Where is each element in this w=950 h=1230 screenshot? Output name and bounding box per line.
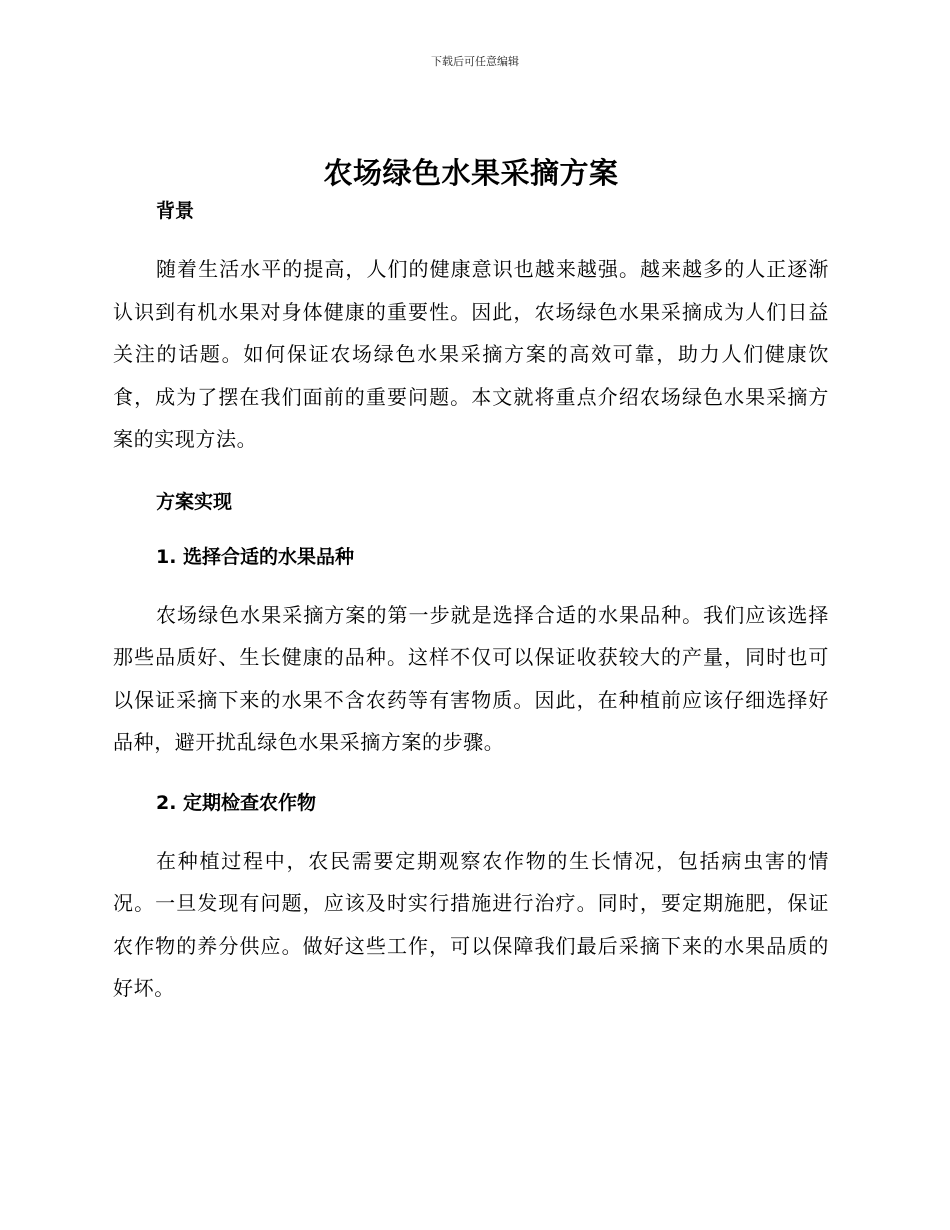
heading-background: 背景 [156,200,195,222]
paragraph-section-1: 农场绿色水果采摘方案的第一步就是选择合适的水果品种。我们应该选择那些品质好、生长健康的品种。这样不仅可以保证收获较大的产量，同时也可以保证采摘下来的水果不含农药等有害物质。因此，在种植前应该仔细选择好品种，避开扰乱绿色水果采摘方案的步骤。 [113,602,829,754]
heading-plan-implementation: 方案实现 [156,490,233,513]
document-body [113,150,829,1010]
heading-section-1: 1. 选择合适的水果品种 [156,545,355,568]
paragraph-background: 随着生活水平的提高，人们的健康意识也越来越强。越来越多的人正逐渐认识到有机水果对身体健康的重要性。因此，农场绿色水果采摘成为人们日益关注的话题。如何保证农场绿色水果采摘方案的高效可靠，助力人们健康饮食，成为了摆在我们面前的重要问题。本文就将重点介绍农场绿色水果采摘方案的实现方法。 [113,257,829,451]
document-title: 农场绿色水果采摘方案 [323,156,619,190]
heading-section-2: 2. 定期检查农作物 [156,791,317,814]
paragraph-section-2: 在种植过程中，农民需要定期观察农作物的生长情况，包括病虫害的情况。一旦发现有问题，应该及时实行措施进行治疗。同时，要定期施肥，保证农作物的养分供应。做好这些工作，可以保障我们最后采摘下来的水果品质的好坏。 [113,848,829,1000]
header-note: 下载后可任意编辑 [431,55,519,68]
